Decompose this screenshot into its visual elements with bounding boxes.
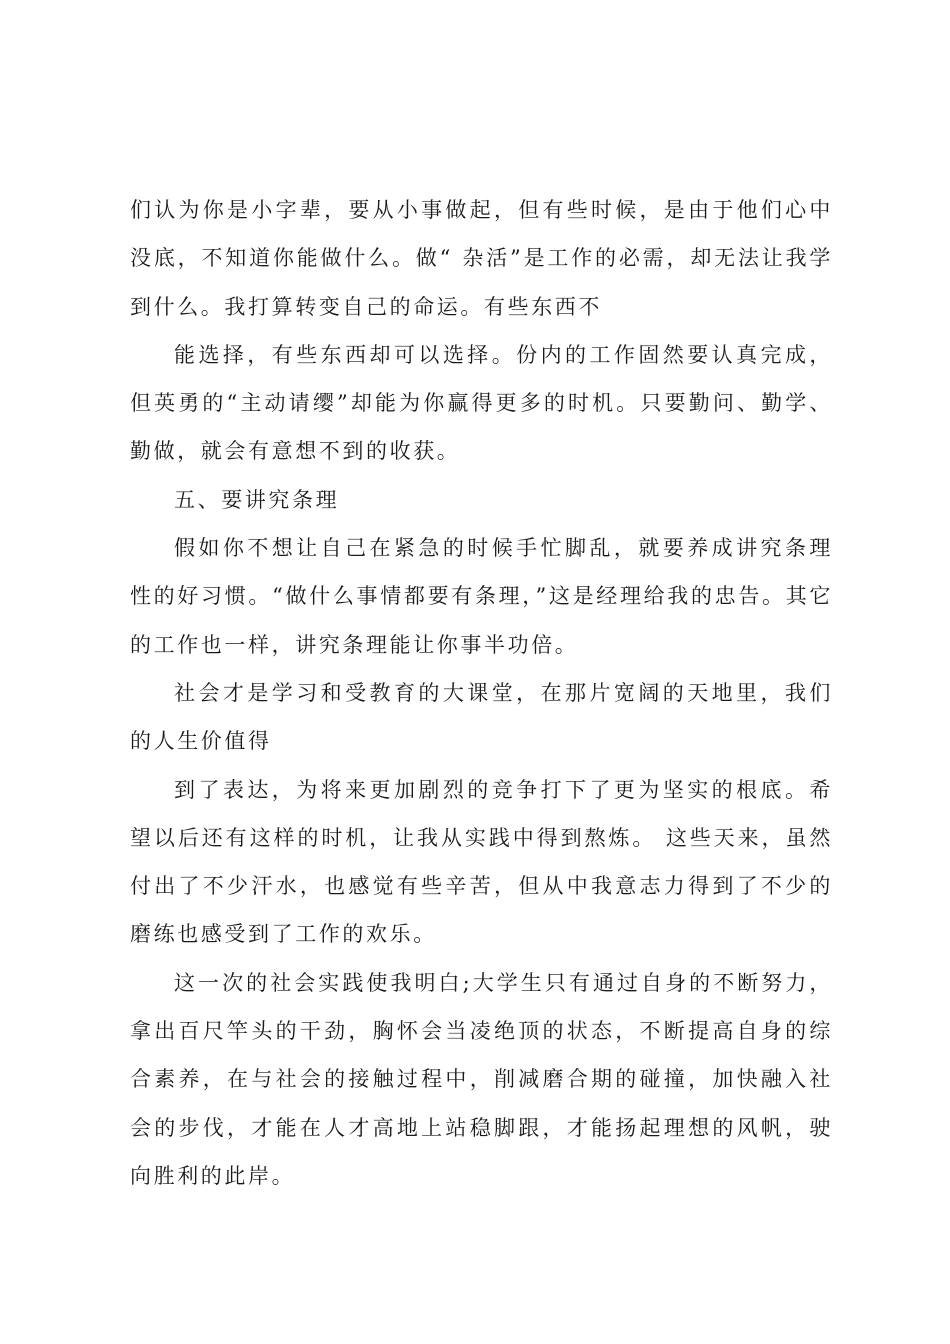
paragraph: 能选择，有些东西却可以选择。份内的工作固然要认真完成，但英勇的“主动请缨”却能为你赢得更多的时机。只要勤问、勤学、勤做，就会有意想不到的收获。 (130, 342, 833, 464)
section-heading: 五、要讲究条理 (174, 487, 340, 512)
document-body (130, 186, 833, 1200)
paragraph-continuation: 们认为你是小字辈，要从小事做起，但有些时候，是由于他们心中没底，不知道你能做什么。做“ 杂活”是工作的必需，却无法让我学到什么。我打算转变自己的命运。有些东西不 (130, 198, 833, 319)
paragraph: 假如你不想让自己在紧急的时候手忙脚乱，就要养成讲究条理性的好习惯。“做什么事情都要有条理，”这是经理给我的忠告。其它的工作也一样，讲究条理能让你事半功倍。 (130, 536, 833, 657)
paragraph: 这一次的社会实践使我明白;大学生只有通过自身的不断努力，拿出百尺竿头的干劲，胸怀会当凌绝顶的状态，不断提高自身的综合素养，在与社会的接触过程中，削减磨合期的碰撞，加快融入社会的步伐，才能在人才高地上站稳脚跟，才能扬起理想的风帆，驶向胜利的此岸。 (130, 970, 833, 1188)
paragraph: 社会才是学习和受教育的大课堂，在那片宽阔的天地里，我们的人生价值得 (130, 680, 833, 754)
paragraph: 到了表达，为将来更加剧烈的竞争打下了更为坚实的根底。希望以后还有这样的时机，让我从实践中得到熬炼。 这些天来，虽然付出了不少汗水，也感觉有些辛苦，但从中我意志力得到了不少的磨练也感受到了工作的欢乐。 (130, 777, 833, 947)
